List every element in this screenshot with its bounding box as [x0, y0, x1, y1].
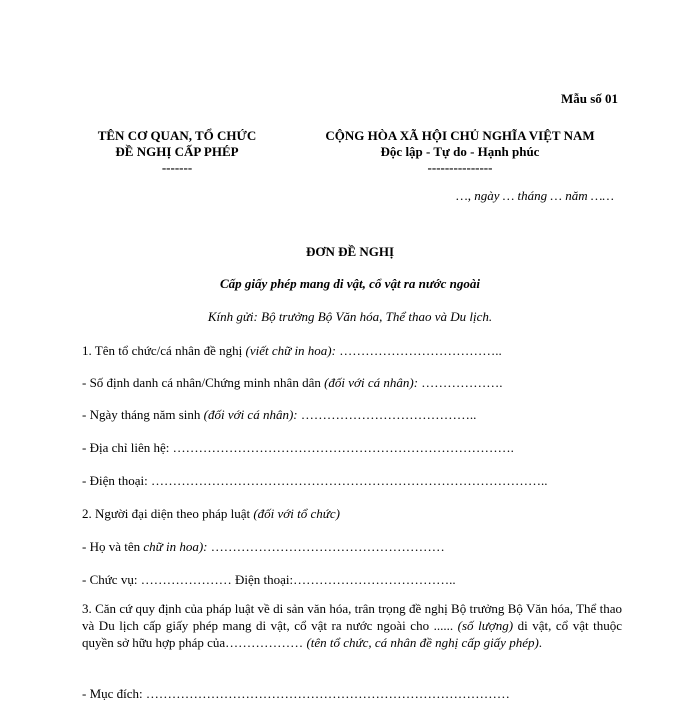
paragraph-note-quantity: (số lượng): [457, 618, 514, 633]
field-note: (đối với cá nhân):: [324, 375, 419, 390]
field-org-name: [82, 343, 502, 359]
document-subtitle: Cấp giấy phép mang di vật, cổ vật ra nước ngoài: [220, 276, 480, 291]
field-legal-rep: [82, 506, 340, 522]
field-label: - Mục đích:: [82, 686, 146, 701]
field-address: [82, 440, 514, 456]
field-rep-position: [82, 572, 456, 588]
national-title: CỘNG HÒA XÃ HỘI CHỦ NGHĨA VIỆT NAM: [325, 128, 595, 143]
field-dots: ………………………………..: [335, 343, 502, 358]
field-id-number: [82, 375, 503, 391]
national-rule: ---------------: [427, 160, 493, 175]
field-note: (đối với tổ chức): [253, 506, 340, 521]
field-dots: ……………….: [418, 375, 503, 390]
field-dots: …………………………………………………………………………: [145, 686, 510, 701]
field-dots: ………………………………………………………………………………..: [150, 473, 548, 488]
form-number: Mẫu số 01: [560, 91, 618, 106]
field-label: - Chức vụ:: [82, 572, 141, 587]
paragraph-text: 3. Căn cứ quy định của pháp luật về di sản văn hóa, trân trọng đề nghị Bộ trưởng Bộ Văn hóa, Thể thao và Du lịch cấp giấy phép mang di vật, cổ vật ra nước ngoài cho ......: [82, 601, 622, 633]
field-label: 2. Người đại diện theo pháp luật: [82, 506, 254, 521]
field-dots: …………………………………………………………………….: [172, 440, 514, 455]
field-birth-date: [82, 407, 476, 423]
agency-name-line: TÊN CƠ QUAN, TỔ CHỨC: [97, 128, 257, 143]
national-header: [290, 128, 630, 176]
field-label: - Họ và tên: [82, 539, 144, 554]
field-phone: [82, 473, 547, 489]
field-note: chữ in hoa):: [143, 539, 208, 554]
national-motto: Độc lập - Tự do - Hạnh phúc: [380, 144, 540, 159]
field-dots: …………………: [140, 572, 235, 587]
agency-request-line: ĐỀ NGHỊ CẤP PHÉP: [115, 144, 239, 159]
field-label: - Số định danh cá nhân/Chứng minh nhân dân: [82, 375, 325, 390]
date-line: …, ngày … tháng … năm ……: [456, 188, 614, 203]
agency-header: [82, 128, 272, 176]
field-note: (đối với cá nhân):: [203, 407, 298, 422]
request-paragraph: [82, 600, 622, 651]
paragraph-text: .: [538, 635, 543, 650]
field-note: (viết chữ in hoa):: [245, 343, 336, 358]
field-label-phone: Điện thoại:: [234, 572, 294, 587]
field-rep-name: [82, 539, 445, 555]
field-label: 1. Tên tổ chức/cá nhân đề nghị: [82, 343, 246, 358]
field-dots: …………………………………..: [297, 407, 477, 422]
field-label: - Điện thoại:: [82, 473, 151, 488]
field-dots: ………………………………………………: [207, 539, 445, 554]
field-dots: ………………………………..: [293, 572, 456, 587]
field-label: - Địa chỉ liên hệ:: [82, 440, 173, 455]
field-label: - Ngày tháng năm sinh: [82, 407, 204, 422]
paragraph-text: di vật, cổ vật thuộc quyền sở hữu hợp pháp của………………: [82, 618, 623, 650]
paragraph-note-owner: (tên tổ chức, cá nhân đề nghị cấp giấy phép): [306, 635, 539, 650]
document-title: ĐƠN ĐỀ NGHỊ: [305, 244, 395, 259]
agency-rule: -------: [161, 160, 193, 175]
greeting-line: Kính gửi: Bộ trưởng Bộ Văn hóa, Thể thao và Du lịch.: [207, 309, 493, 324]
